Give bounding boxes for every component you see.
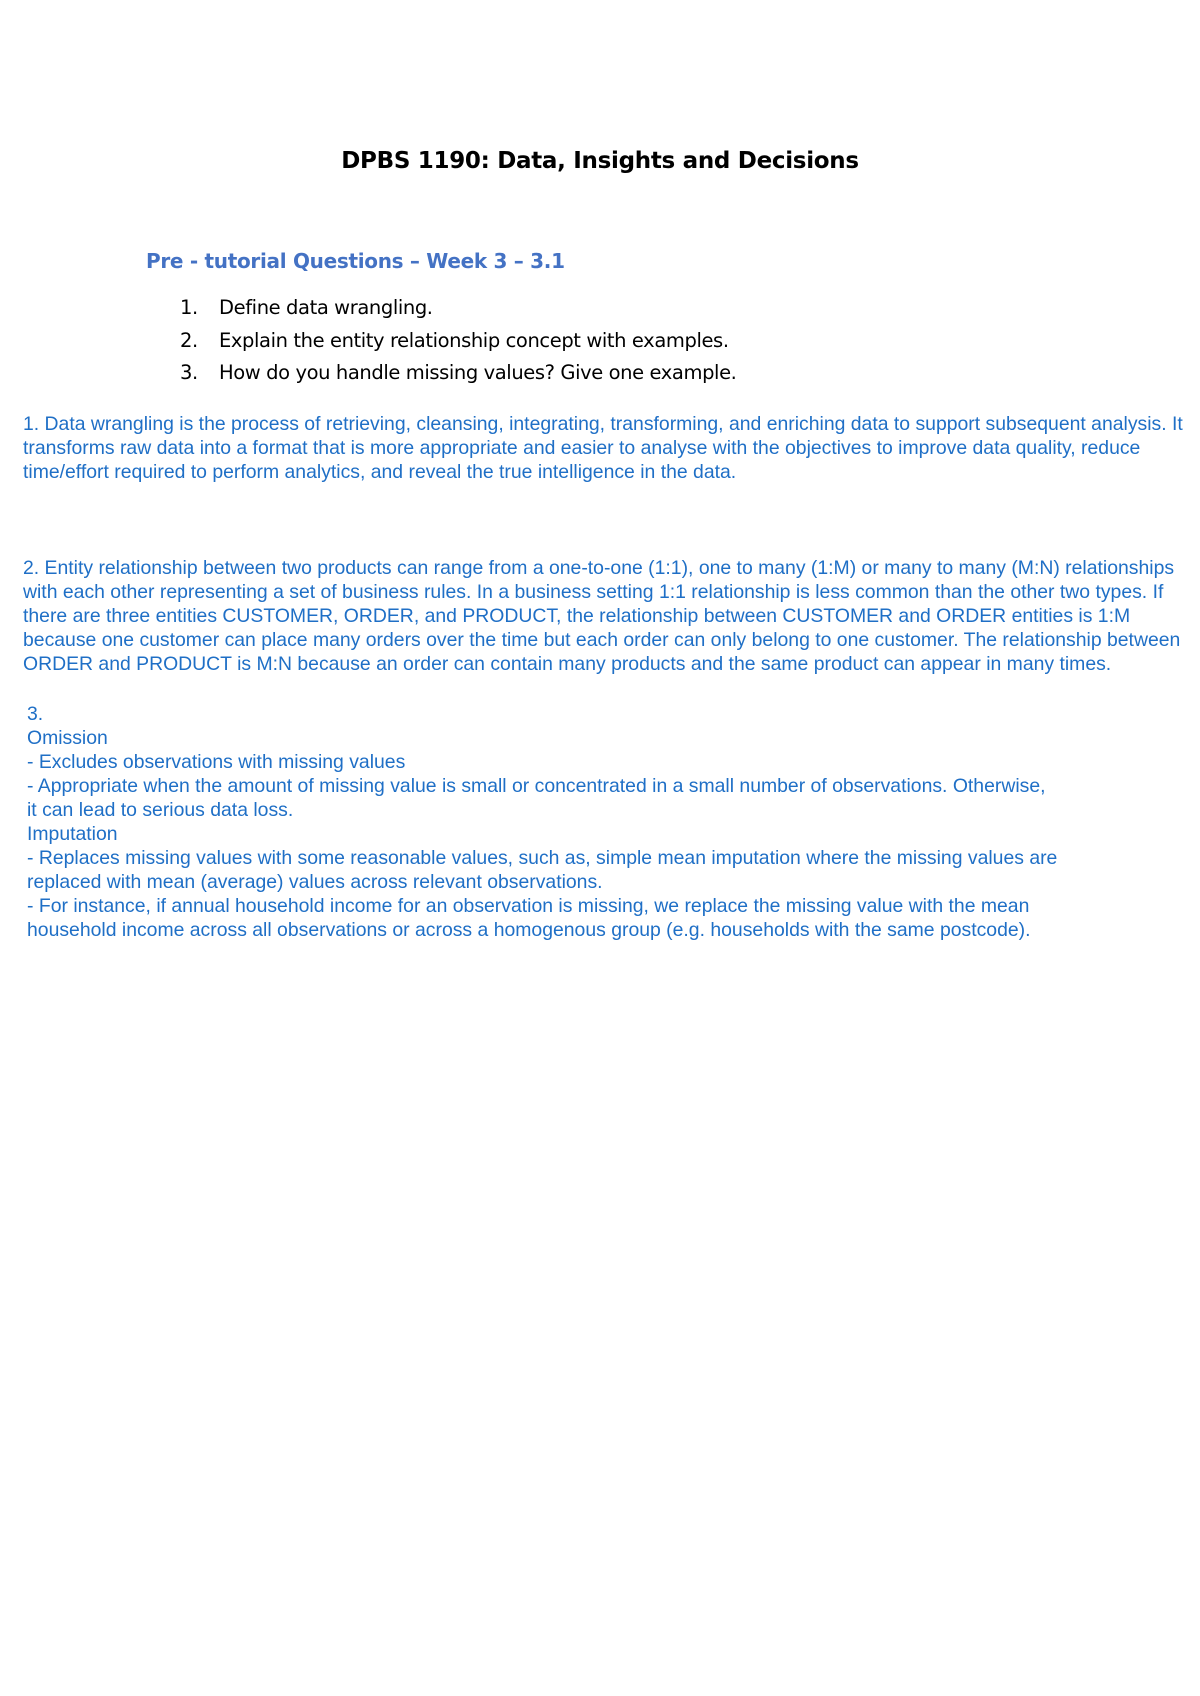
answer-3 bbox=[27, 702, 1197, 942]
answer-3-number: 3. bbox=[27, 703, 44, 725]
imputation-point-continued: household income across all observations or across a homogenous group (e.g. households with the same postcode). bbox=[27, 919, 1031, 941]
section-subtitle: Pre - tutorial Questions – Week 3 – 3.1 bbox=[146, 249, 565, 273]
imputation-point: - For instance, if annual household income for an observation is missing, we replace the missing value with the mean bbox=[27, 895, 1030, 917]
question-text: How do you handle missing values? Give one example. bbox=[219, 361, 737, 384]
question-item bbox=[180, 325, 736, 358]
answer-2-text: 2. Entity relationship between two products can range from a one-to-one (1:1), one to many (1:M) or many to many (M:N) relationships with each other representing a set of business rules. In a business setting 1:1 relationship is less common than the other two types. If there are three entities CUSTOMER, ORDER, and PRODUCT, the relationship between CUSTOMER and ORDER entities is 1:M because one customer can place many orders over the time but each order can only belong to one customer. The relationship between ORDER and PRODUCT is M:N because an order can contain many products and the same product can appear in many times. bbox=[23, 557, 1181, 676]
question-item bbox=[180, 357, 736, 390]
omission-point: - Excludes observations with missing values bbox=[27, 751, 406, 773]
question-number: 3. bbox=[180, 361, 198, 384]
question-number: 1. bbox=[180, 296, 198, 319]
answer-2 bbox=[23, 537, 1198, 696]
imputation-point-continued: replaced with mean (average) values across relevant observations. bbox=[27, 871, 603, 893]
answer-1 bbox=[23, 412, 1193, 484]
question-text: Explain the entity relationship concept with examples. bbox=[219, 328, 729, 352]
omission-heading: Omission bbox=[27, 727, 108, 749]
imputation-point: - Replaces missing values with some reasonable values, such as, simple mean imputation where the missing values are bbox=[27, 847, 1058, 869]
question-item bbox=[180, 292, 736, 325]
question-list bbox=[180, 292, 736, 390]
omission-point-continued: it can lead to serious data loss. bbox=[27, 799, 294, 821]
question-text: Define data wrangling. bbox=[219, 296, 433, 319]
answer-1-text: 1. Data wrangling is the process of retrieving, cleansing, integrating, transforming, and enriching data to support subsequent analysis. It transforms raw data into a format that is more appropriate and easier to analyse with the objectives to improve data quality, reduce time/effort required to perform analytics, and reveal the true intelligence in the data. bbox=[23, 413, 1183, 483]
omission-point: - Appropriate when the amount of missing value is small or concentrated in a small number of observations. Otherwise, bbox=[27, 775, 1046, 797]
document-title: DPBS 1190: Data, Insights and Decisions bbox=[341, 148, 859, 174]
question-number: 2. bbox=[180, 328, 198, 352]
imputation-heading: Imputation bbox=[27, 823, 118, 845]
